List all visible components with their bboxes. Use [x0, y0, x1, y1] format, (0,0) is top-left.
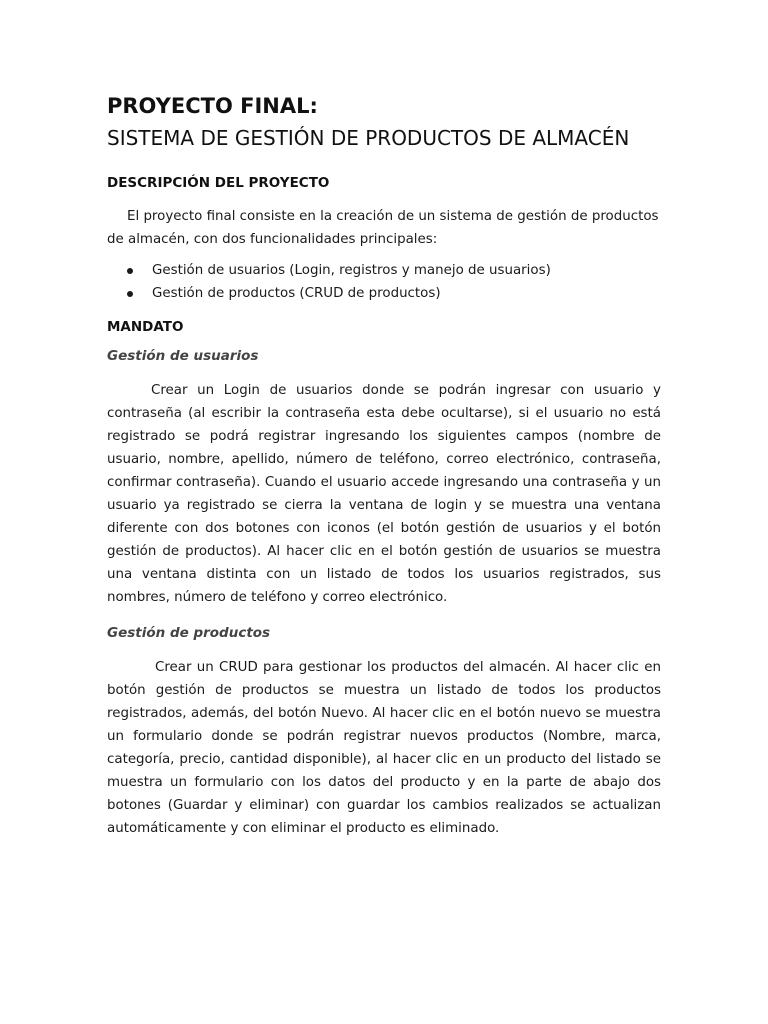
bullet-icon — [127, 268, 133, 274]
users-paragraph: Crear un Login de usuarios donde se podrán ingresar con usuario y contraseña (al escribir la contraseña esta debe ocultarse), si el usuario no está registrado se podrá registrar ingresando los siguientes campos (nombre de usuario, nombre, apellido, número de teléfono, correo electrónico, contraseña, confirmar contraseña). Cuando el usuario accede ingresando una contraseña y un usuario ya registrado se cierra la ventana de login y se muestra una ventana diferente con dos botones con iconos (el botón gestión de usuarios y el botón gestión de productos). Al hacer clic en el botón gestión de usuarios se muestra una ventana distinta con un listado de todos los usuarios registrados, sus nombres, número de teléfono y correo electrónico. — [107, 383, 661, 605]
products-paragraph: Crear un CRUD para gestionar los productos del almacén. Al hacer clic en botón gestión de productos se muestra un listado de todos los productos registrados, además, del botón Nuevo. Al hacer clic en el botón nuevo se muestra un formulario donde se podrán registrar nuevos productos (Nombre, marca, categoría, precio, cantidad disponible), al hacer clic en un producto del listado se muestra un formulario con los datos del producto y en la parte de abajo dos botones (Guardar y eliminar) con guardar los cambios realizados se actualizan automáticamente y con eliminar el producto es eliminado. — [107, 660, 661, 836]
document-title: PROYECTO FINAL: — [107, 94, 318, 118]
products-subheading: Gestión de productos — [107, 625, 271, 641]
document-page — [107, 92, 661, 840]
description-heading: DESCRIPCIÓN DEL PROYECTO — [107, 175, 330, 191]
bullet-icon — [127, 291, 133, 297]
document-subtitle: SISTEMA DE GESTIÓN DE PRODUCTOS DE ALMACÉN — [107, 126, 630, 150]
list-item-text: Gestión de productos (CRUD de productos) — [152, 286, 441, 301]
list-item-text: Gestión de usuarios (Login, registros y manejo de usuarios) — [152, 263, 551, 278]
users-subheading: Gestión de usuarios — [107, 348, 259, 364]
list-item — [107, 282, 661, 305]
description-intro: El proyecto final consiste en la creación de un sistema de gestión de productos de almacén, con dos funcionalidades principales: — [107, 209, 659, 247]
features-list — [107, 259, 661, 305]
mandate-heading: MANDATO — [107, 319, 184, 335]
list-item — [107, 259, 661, 282]
